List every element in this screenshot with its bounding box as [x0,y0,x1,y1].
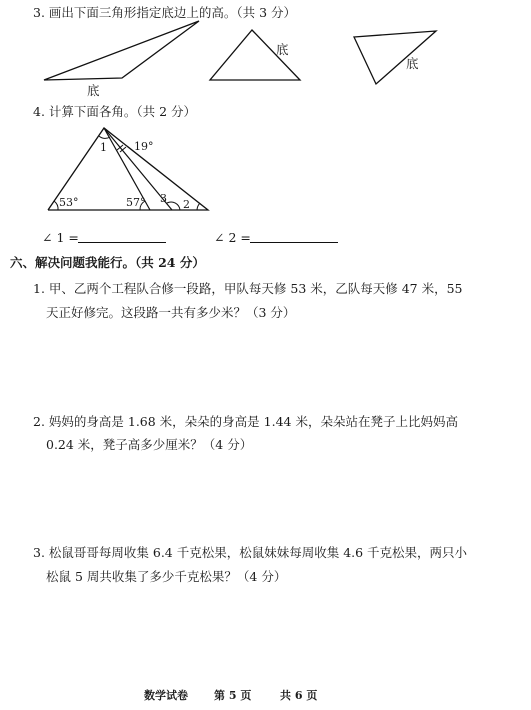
problem-3-line-1: 3. 松鼠哥哥每周收集 6.4 千克松果，松鼠妹妹每周收集 4.6 千克松果，两只小 [33,545,468,560]
q4-answer-2-label: ∠ 2 = [214,230,251,245]
q4-answer-1-blank[interactable] [78,241,166,243]
q4-answer-1-label: ∠ 1 = [42,230,79,245]
problem-2-line-1: 2. 妈妈的身高是 1.68 米，朵朵的身高是 1.44 米，朵朵站在凳子上比妈妈高 [33,414,458,429]
q3-heading: 3. 画出下面三角形指定底边上的高。（共 3 分） [33,5,297,20]
q3-base-label-2: 底 [276,42,289,57]
q4-arc-53 [54,201,58,210]
section6-heading: 六、解决问题我能行。（共 24 分） [10,255,205,270]
q3-triangle-3 [354,31,436,84]
problem-1-line-2: 天正好修完。这段路一共有多少米？（3 分） [46,305,296,320]
q4-angle-57-label: 57° [126,196,146,209]
q4-angle-53-label: 53° [59,196,79,209]
footer-subject: 数学试卷 [144,689,188,702]
problem-1-line-1: 1. 甲、乙两个工程队合修一段路，甲队每天修 53 米，乙队每天修 47 米，55 [33,281,463,296]
q4-angle-3-label: 3 [160,192,167,205]
problem-2-line-2: 0.24 米，凳子高多少厘米？（4 分） [46,437,253,452]
q4-angle-2-label: 2 [183,198,190,211]
problem-3-line-2: 松鼠 5 周共收集了多少千克松果？（4 分） [46,569,287,584]
q4-heading: 4. 计算下面各角。（共 2 分） [33,104,197,119]
footer-total: 共 6 页 [280,689,318,702]
q3-base-label-3: 底 [406,56,419,71]
footer-page: 第 5 页 [214,689,252,702]
q3-triangle-1 [44,21,199,80]
q3-base-label-1: 底 [87,83,100,98]
q4-arc-2 [197,203,200,210]
q4-angle-1-label: 1 [100,141,107,154]
q4-answer-2-blank[interactable] [250,241,338,243]
q4-angle-19-label: 19° [134,140,154,153]
